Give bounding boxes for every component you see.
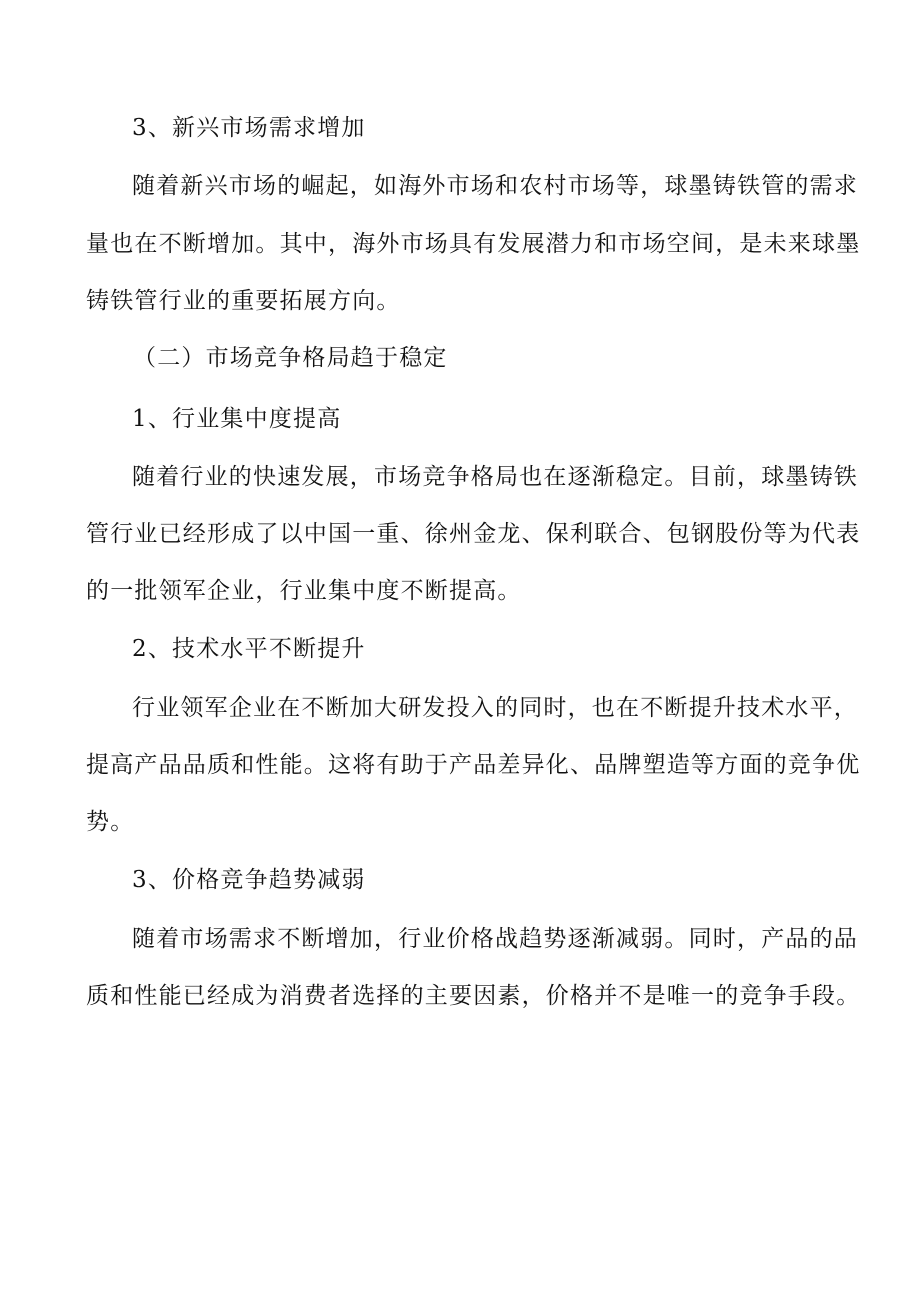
paragraph-line: 随着新兴市场的崛起，如海外市场和农村市场等，球墨铸铁管的需求 [132, 173, 858, 199]
subsection-heading: 1、行业集中度提高 [132, 406, 342, 432]
paragraph-line: 铸铁管行业的重要拓展方向。 [86, 288, 401, 314]
section-heading: （二）市场竞争格局趋于稳定 [133, 345, 448, 371]
subsection-heading: 3、价格竞争趋势减弱 [132, 867, 366, 893]
paragraph-line: 随着市场需求不断增加，行业价格战趋势逐渐减弱。同时，产品的品 [132, 926, 858, 952]
subsection-heading: 2、技术水平不断提升 [132, 636, 366, 662]
subsection-heading: 3、新兴市场需求增加 [132, 115, 366, 141]
paragraph-line: 提高产品品质和性能。这将有助于产品差异化、品牌塑造等方面的竞争优 [86, 752, 861, 778]
paragraph-line: 的一批领军企业，行业集中度不断提高。 [86, 578, 522, 604]
paragraph-line: 质和性能已经成为消费者选择的主要因素，价格并不是唯一的竞争手段。 [86, 983, 861, 1009]
paragraph-line: 行业领军企业在不断加大研发投入的同时，也在不断提升技术水平， [132, 695, 858, 721]
paragraph-line: 随着行业的快速发展，市场竞争格局也在逐渐稳定。目前，球墨铸铁 [132, 464, 858, 490]
paragraph-line: 管行业已经形成了以中国一重、徐州金龙、保利联合、包钢股份等为代表 [86, 521, 861, 547]
paragraph-line: 势。 [86, 809, 135, 835]
paragraph-line: 量也在不断增加。其中，海外市场具有发展潜力和市场空间，是未来球墨 [86, 231, 861, 257]
